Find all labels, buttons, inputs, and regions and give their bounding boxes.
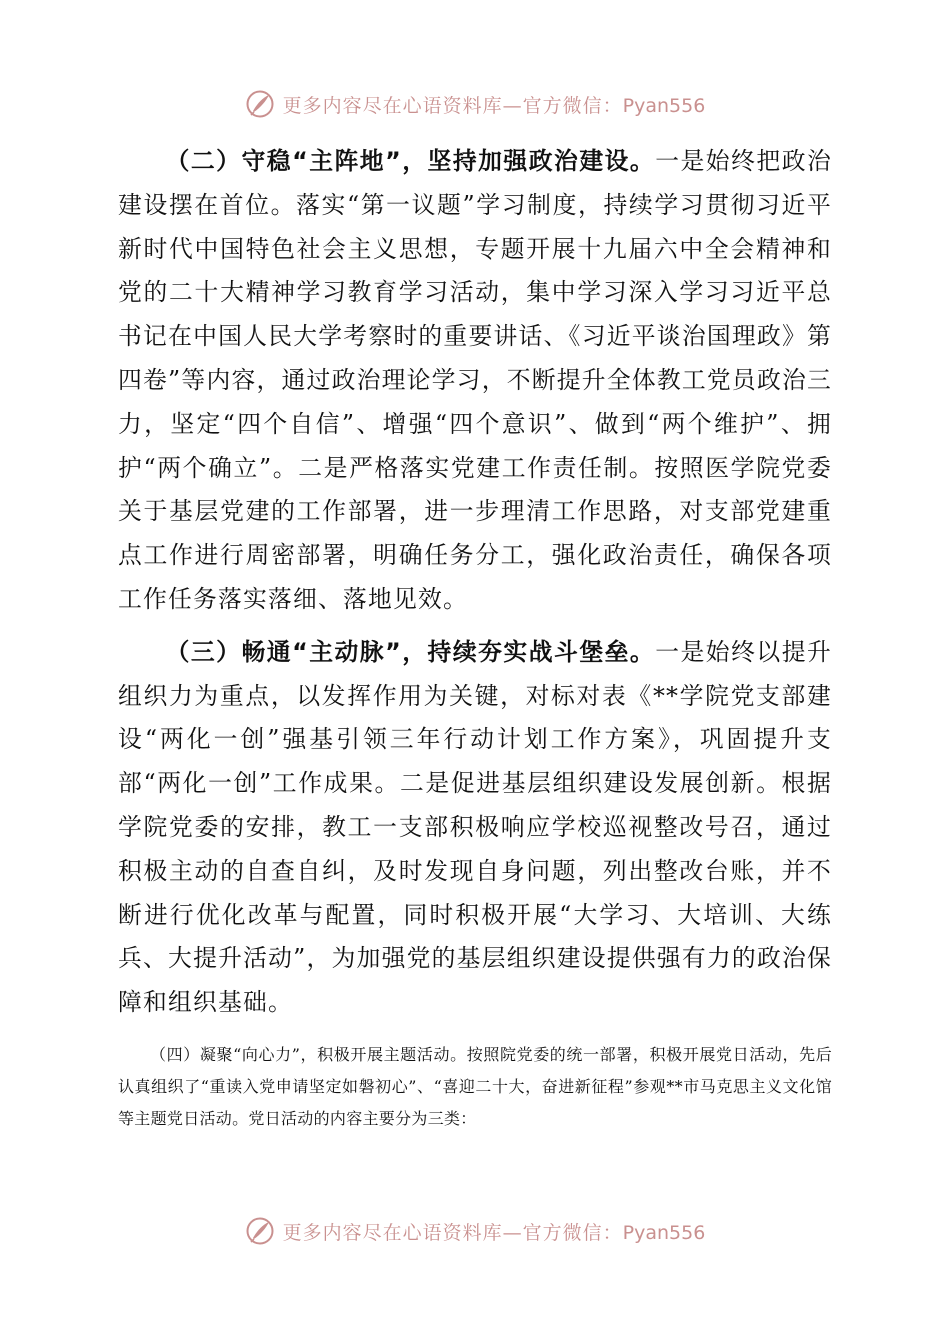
- document-body: [118, 140, 832, 1135]
- paragraph-section-3: [118, 631, 832, 1025]
- watermark-footer: [0, 1213, 950, 1249]
- quill-logo-icon: [245, 89, 275, 119]
- paragraph-section-2: [118, 140, 832, 622]
- watermark-text: 更多内容尽在心语资料库—官方微信：Pyan556: [282, 94, 706, 117]
- watermark-header: [0, 86, 950, 122]
- watermark-text: 更多内容尽在心语资料库—官方微信：Pyan556: [282, 1221, 706, 1244]
- watermark-handle: Pyan556: [622, 1221, 706, 1244]
- paragraph-section-4: （四）凝聚“向心力”，积极开展主题活动。按照院党委的统一部署，积极开展党日活动，先后认真组织了“重读入党申请坚定如磐初心”、“喜迎二十大，奋进新征程”参观**市马克思主义文化馆等主题党日活动。党日活动的内容主要分为三类：: [118, 1044, 832, 1128]
- watermark-handle: Pyan556: [622, 94, 706, 117]
- section-3-heading: （三）畅通“主动脉”，持续夯实战斗堡垒。: [165, 637, 656, 666]
- quill-logo-icon: [245, 1216, 275, 1246]
- section-2-heading: （二）守稳“主阵地”，坚持加强政治建设。: [165, 147, 656, 175]
- section-2-body: 一是始终把政治建设摆在首位。落实“第一议题”学习制度，持续学习贯彻习近平新时代中国特色社会主义思想，专题开展十九届六中全会精神和党的二十大精神学习教育学习活动，集中学习深入学习习近平总书记在中国人民大学考察时的重要讲话、《习近平谈治国理政》第四卷”等内容，通过政治理论学习，不断提升全体教工党员政治三力，坚定“四个自信”、增强“四个意识”、做到“两个维护”、拥护“两个确立”。二是严格落实党建工作责任制。按照医学院党委关于基层党建的工作部署，进一步理清工作思路，对支部党建重点工作进行周密部署，明确任务分工，强化政治责任，确保各项工作任务落实落细、落地见效。: [118, 147, 832, 613]
- section-3-body: 一是始终以提升组织力为重点，以发挥作用为关键，对标对表《**学院党支部建设“两化一创”强基引领三年行动计划工作方案》，巩固提升支部“两化一创”工作成果。二是促进基层组织建设发展创新。根据学院党委的安排，教工一支部积极响应学校巡视整改号召，通过积极主动的自查自纠，及时发现自身问题，列出整改台账，并不断进行优化改革与配置，同时积极开展“大学习、大培训、大练兵、大提升活动”，为加强党的基层组织建设提供强有力的政治保障和组织基础。: [118, 637, 832, 1017]
